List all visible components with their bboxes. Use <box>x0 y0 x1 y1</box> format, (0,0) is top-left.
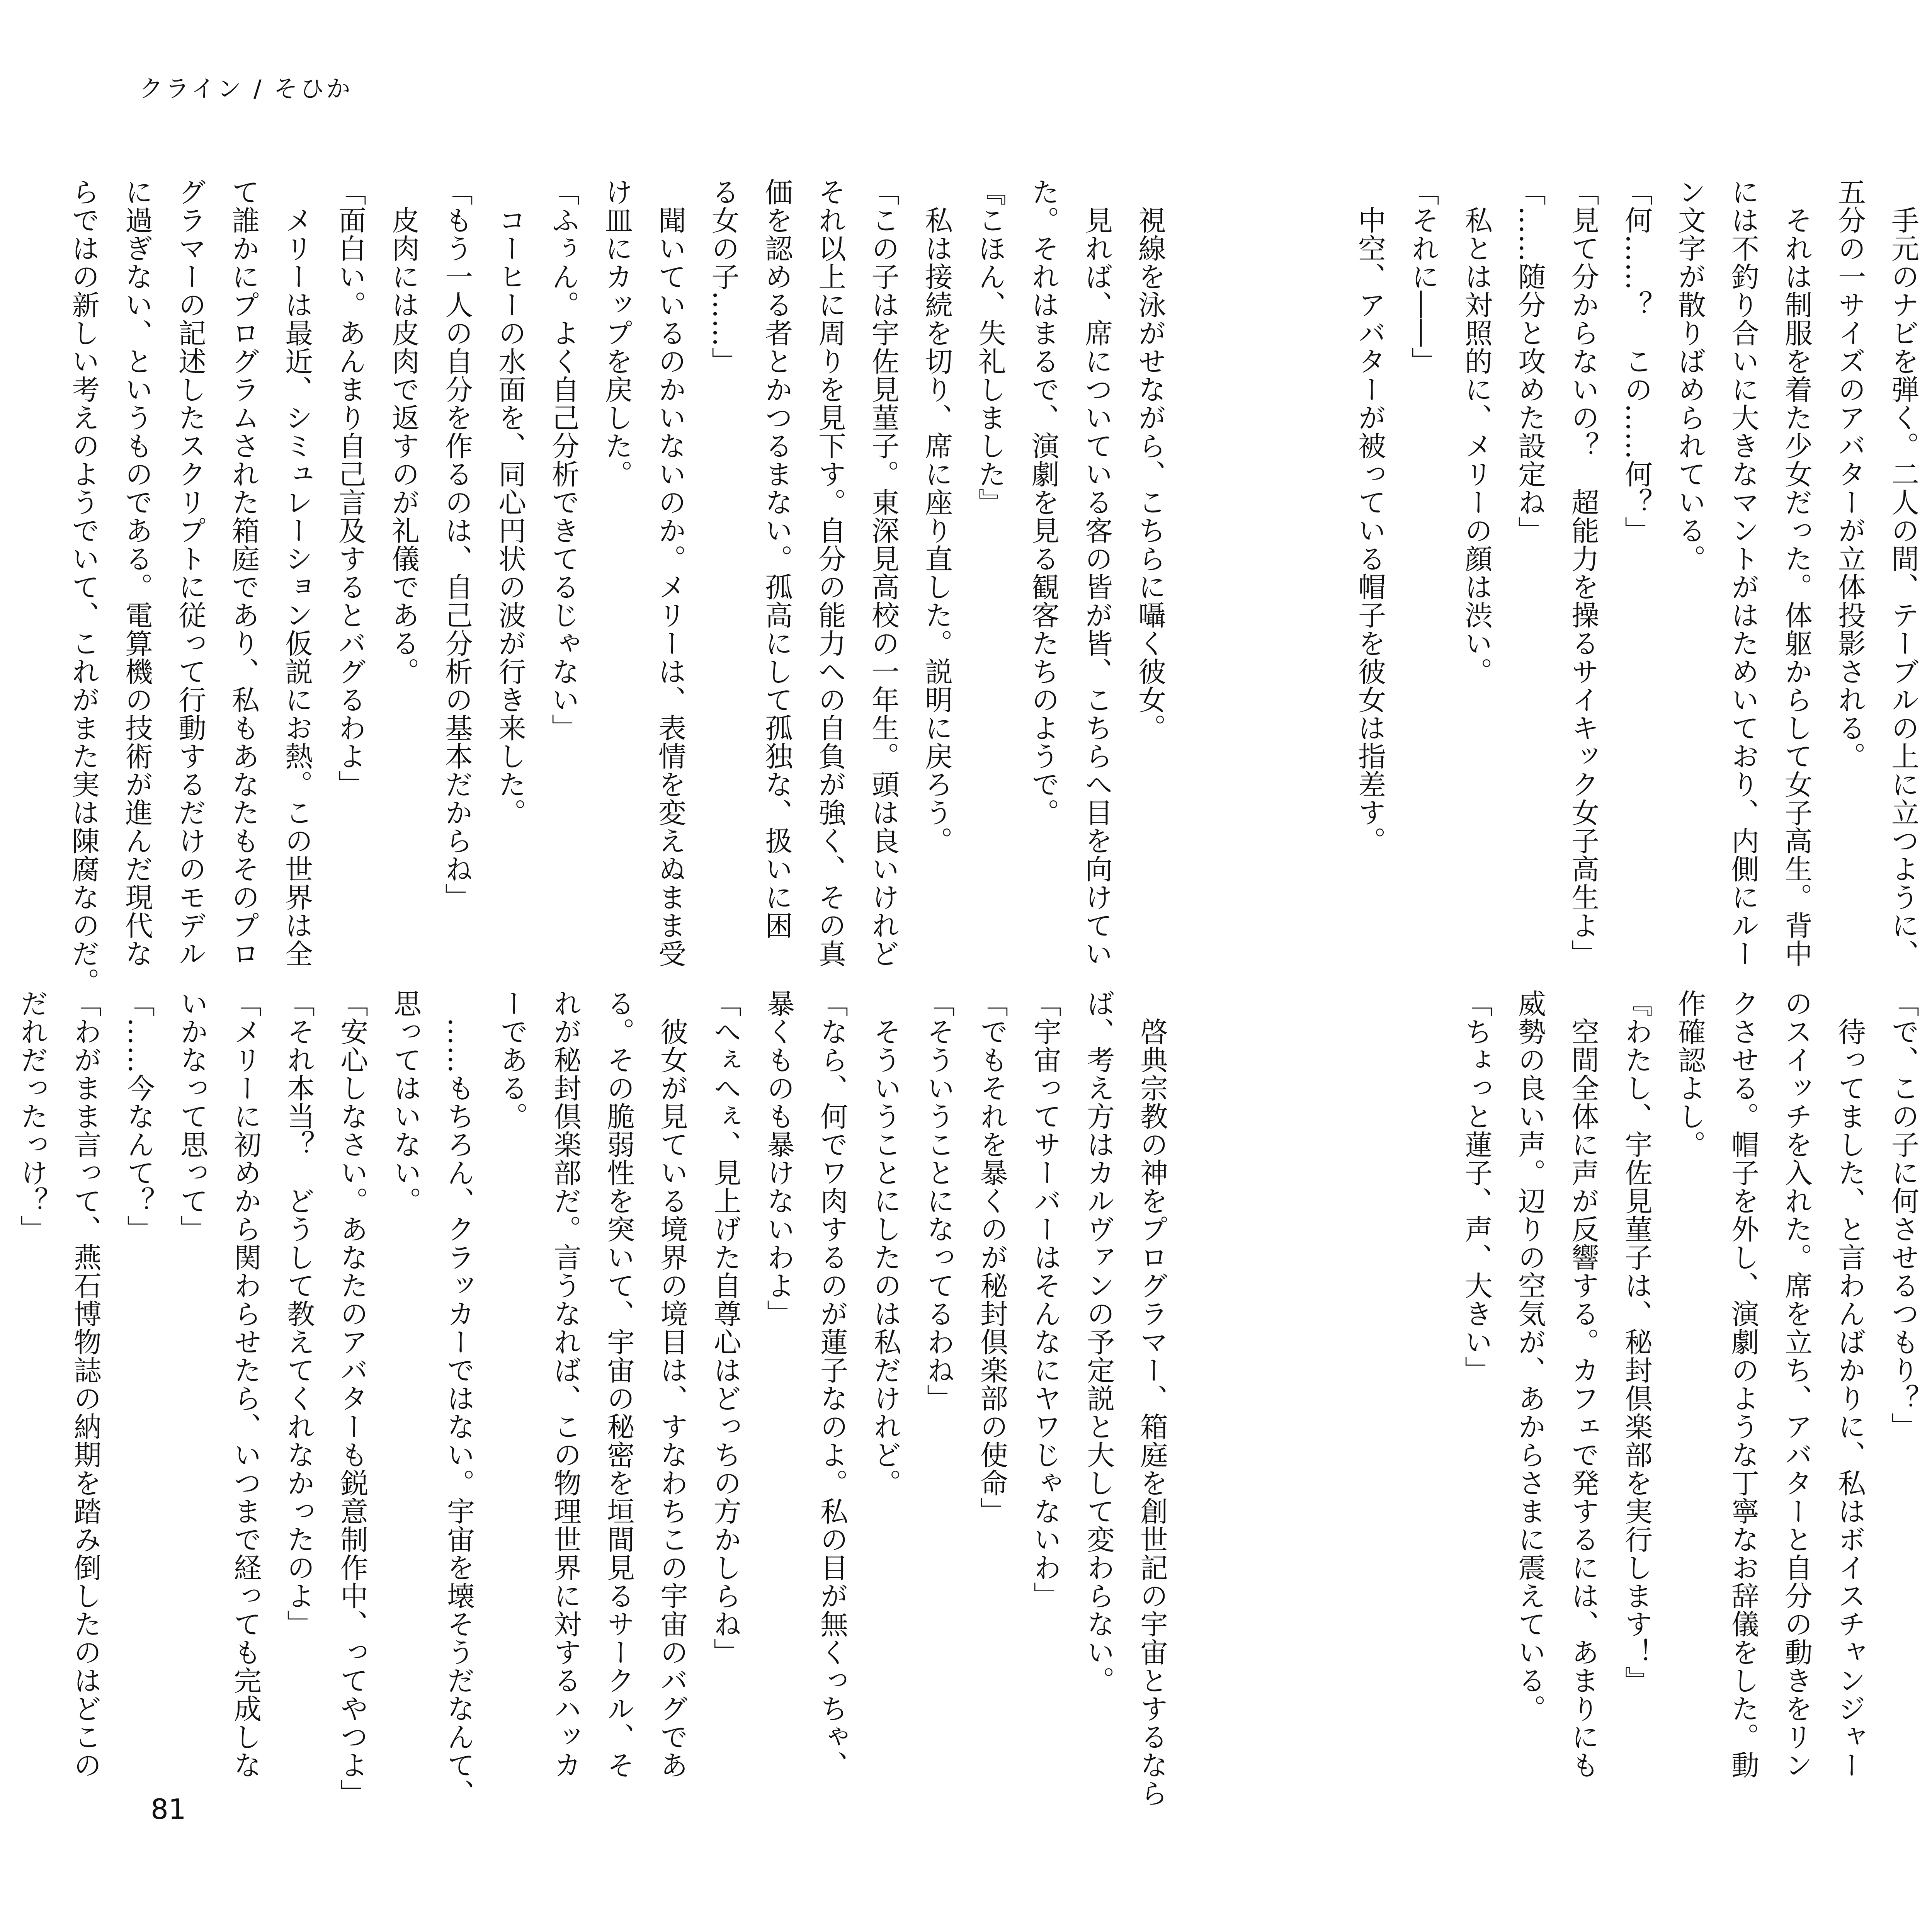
text-line <box>1930 178 1932 951</box>
text-line: 「安心しなさい。あなたのアバターも鋭意制作中、ってやつよ」 <box>336 989 368 1807</box>
text-line: 「へぇへぇ、見上げた自尊心はどっちの方かしらね」 <box>709 989 742 1666</box>
text-line: そういうことにしたのは私だけれど。 <box>869 989 901 1497</box>
text-line: メリーは最近、シミュレーション仮説にお熱。この世界は全 <box>281 178 313 968</box>
text-line: グラマーの記述したスクリプトに従って行動するだけのモデル <box>174 178 206 968</box>
text-line: れが秘封倶楽部だ。言うなれば、この物理世界に対するハッカ <box>549 989 582 1779</box>
text-line: ン文字が散りばめられている。 <box>1673 178 1706 573</box>
text-line: に過ぎない、というものである。電算機の技術が進んだ現代な <box>121 178 153 968</box>
text-line: 「この子は宇佐見菫子。東深見高校の一年生。頭は良いけれど <box>867 178 900 968</box>
text-line: 「それ本当？ どうして教えてくれなかったのよ」 <box>282 989 315 1638</box>
text-line: コーヒーの水面を、同心円状の波が行き来した。 <box>494 178 526 827</box>
text-line: 威勢の良い声。辺りの空気が、あからさまに震えている。 <box>1514 989 1546 1723</box>
text-line: 「……今なんて？」 <box>122 989 155 1243</box>
text-line: 「なら、何でワ肉するのが蓮子なのよ。私の目が無くっちゃ、 <box>816 989 848 1779</box>
text-line: 「メリーに初めから関わらせたら、いつまで経っても完成しな <box>229 989 262 1779</box>
text-line: 「宇宙ってサーバーはそんなにヤワじゃないわ」 <box>1029 989 1061 1610</box>
text-line: のスイッチを入れた。席を立ち、アバターと自分の動きをリン <box>1780 989 1813 1779</box>
text-line: らではの新しい考えのようでいて、これがまた実は陳腐なのだ。 <box>67 178 100 996</box>
text-line: 聞いているのかいないのか。メリーは、表情を変えぬまま受 <box>654 178 686 968</box>
text-line: 私とは対照的に、メリーの顔は渋い。 <box>1460 178 1493 685</box>
text-line: 「ちょっと蓮子、声、大きい」 <box>1460 989 1493 1384</box>
text-line: 待ってました、と言わんばかりに、私はボイスチャンジャー <box>1833 989 1866 1779</box>
text-line: 「何……？ この……何？」 <box>1620 178 1653 544</box>
text-line: 作確認よし。 <box>1673 989 1706 1158</box>
running-header: クライン / そひか <box>139 75 353 103</box>
text-line: 中空、アバターが被っている帽子を彼女は指差す。 <box>1354 178 1386 855</box>
text-line: た。それはまるで、演劇を見る観客たちのようで。 <box>1027 178 1060 827</box>
left-lower-text <box>16 989 1179 1807</box>
text-line: 思ってはいない。 <box>389 989 422 1215</box>
text-line: 「でもそれを暴くのが秘封倶楽部の使命」 <box>976 989 1008 1525</box>
text-line: 空間全体に声が反響する。カフェで発するには、あまりにも <box>1567 989 1599 1779</box>
text-line <box>1930 989 1932 1762</box>
text-line: ーである。 <box>496 989 528 1130</box>
text-line: 暴くものも暴けないわよ」 <box>762 989 795 1328</box>
text-line: 見れば、席についている客の皆が皆、こちらへ目を向けてい <box>1080 178 1113 968</box>
text-line: 「それに――」 <box>1407 178 1439 375</box>
text-line: 皮肉には皮肉で返すのが礼儀である。 <box>387 178 420 685</box>
text-line: 視線を泳がせながら、こちらに囁く彼女。 <box>1134 178 1166 742</box>
text-line: クさせる。帽子を外し、演劇のような丁寧なお辞儀をした。動 <box>1727 989 1759 1779</box>
page-number-left: 81 <box>151 1793 186 1825</box>
text-line: には不釣り合いに大きなマントがはためいており、内側にルー <box>1727 178 1759 968</box>
text-line: る。その脆弱性を突いて、宇宙の秘密を垣間見るサークル、そ <box>602 989 635 1779</box>
text-line: 「……随分と攻めた設定ね」 <box>1514 178 1546 544</box>
right-upper-text <box>1354 178 1932 968</box>
right-lower-text <box>1460 989 1932 1779</box>
left-upper-text <box>67 178 1177 996</box>
text-line: それ以上に周りを見下す。自分の能力への自負が強く、その真 <box>814 178 846 968</box>
text-line: 「で、この子に何させるつもり？」 <box>1887 989 1919 1441</box>
text-line: いかなって思って」 <box>176 989 208 1243</box>
text-line: ば、考え方はカルヴァンの予定説と大して変わらない。 <box>1082 989 1115 1694</box>
text-line: て誰かにプログラムされた箱庭であり、私もあなたもそのプロ <box>227 178 260 968</box>
text-line: 啓典宗教の神をプログラマー、箱庭を創世記の宇宙とするなら <box>1136 989 1168 1807</box>
text-line: 「わがまま言って、燕石博物誌の納期を踏み倒したのはどこの <box>69 989 102 1779</box>
text-line: 『こほん、失礼しました』 <box>974 178 1006 516</box>
text-line: だれだったっけ？」 <box>16 989 48 1243</box>
text-line: 価を認める者とかつるまない。孤高にして孤独な、扱いに困 <box>760 178 793 939</box>
text-line: け皿にカップを戻した。 <box>600 178 633 488</box>
text-line: 「そういうことになってるわね」 <box>922 989 955 1412</box>
text-line: 「ふぅん。よく自己分析できてるじゃない」 <box>547 178 580 742</box>
text-line: 『わたし、宇佐見菫子は、秘封倶楽部を実行します！』 <box>1620 989 1653 1694</box>
text-line: 「もう一人の自分を作るのは、自己分析の基本だからね」 <box>440 178 473 911</box>
text-line: 私は接続を切り、席に座り直した。説明に戻ろう。 <box>920 178 953 855</box>
text-line: 五分の一サイズのアバターが立体投影される。 <box>1833 178 1866 770</box>
text-line: 彼女が見ている境界の境目は、すなわちこの宇宙のバグであ <box>656 989 688 1779</box>
text-line: 「面白い。あんまり自己言及するとバグるわよ」 <box>334 178 366 798</box>
text-line: 手元のナビを弾く。二人の間、テーブルの上に立つように、 <box>1887 178 1919 968</box>
text-line: 「見て分からないの？ 超能力を操るサイキック女子高生よ」 <box>1567 178 1599 968</box>
text-line: それは制服を着た少女だった。体躯からして女子高生。背中 <box>1780 178 1813 968</box>
text-line: ……もちろん、クラッカーではない。宇宙を壊そうだなんて、 <box>442 989 475 1807</box>
text-line: る女の子……」 <box>707 178 740 375</box>
